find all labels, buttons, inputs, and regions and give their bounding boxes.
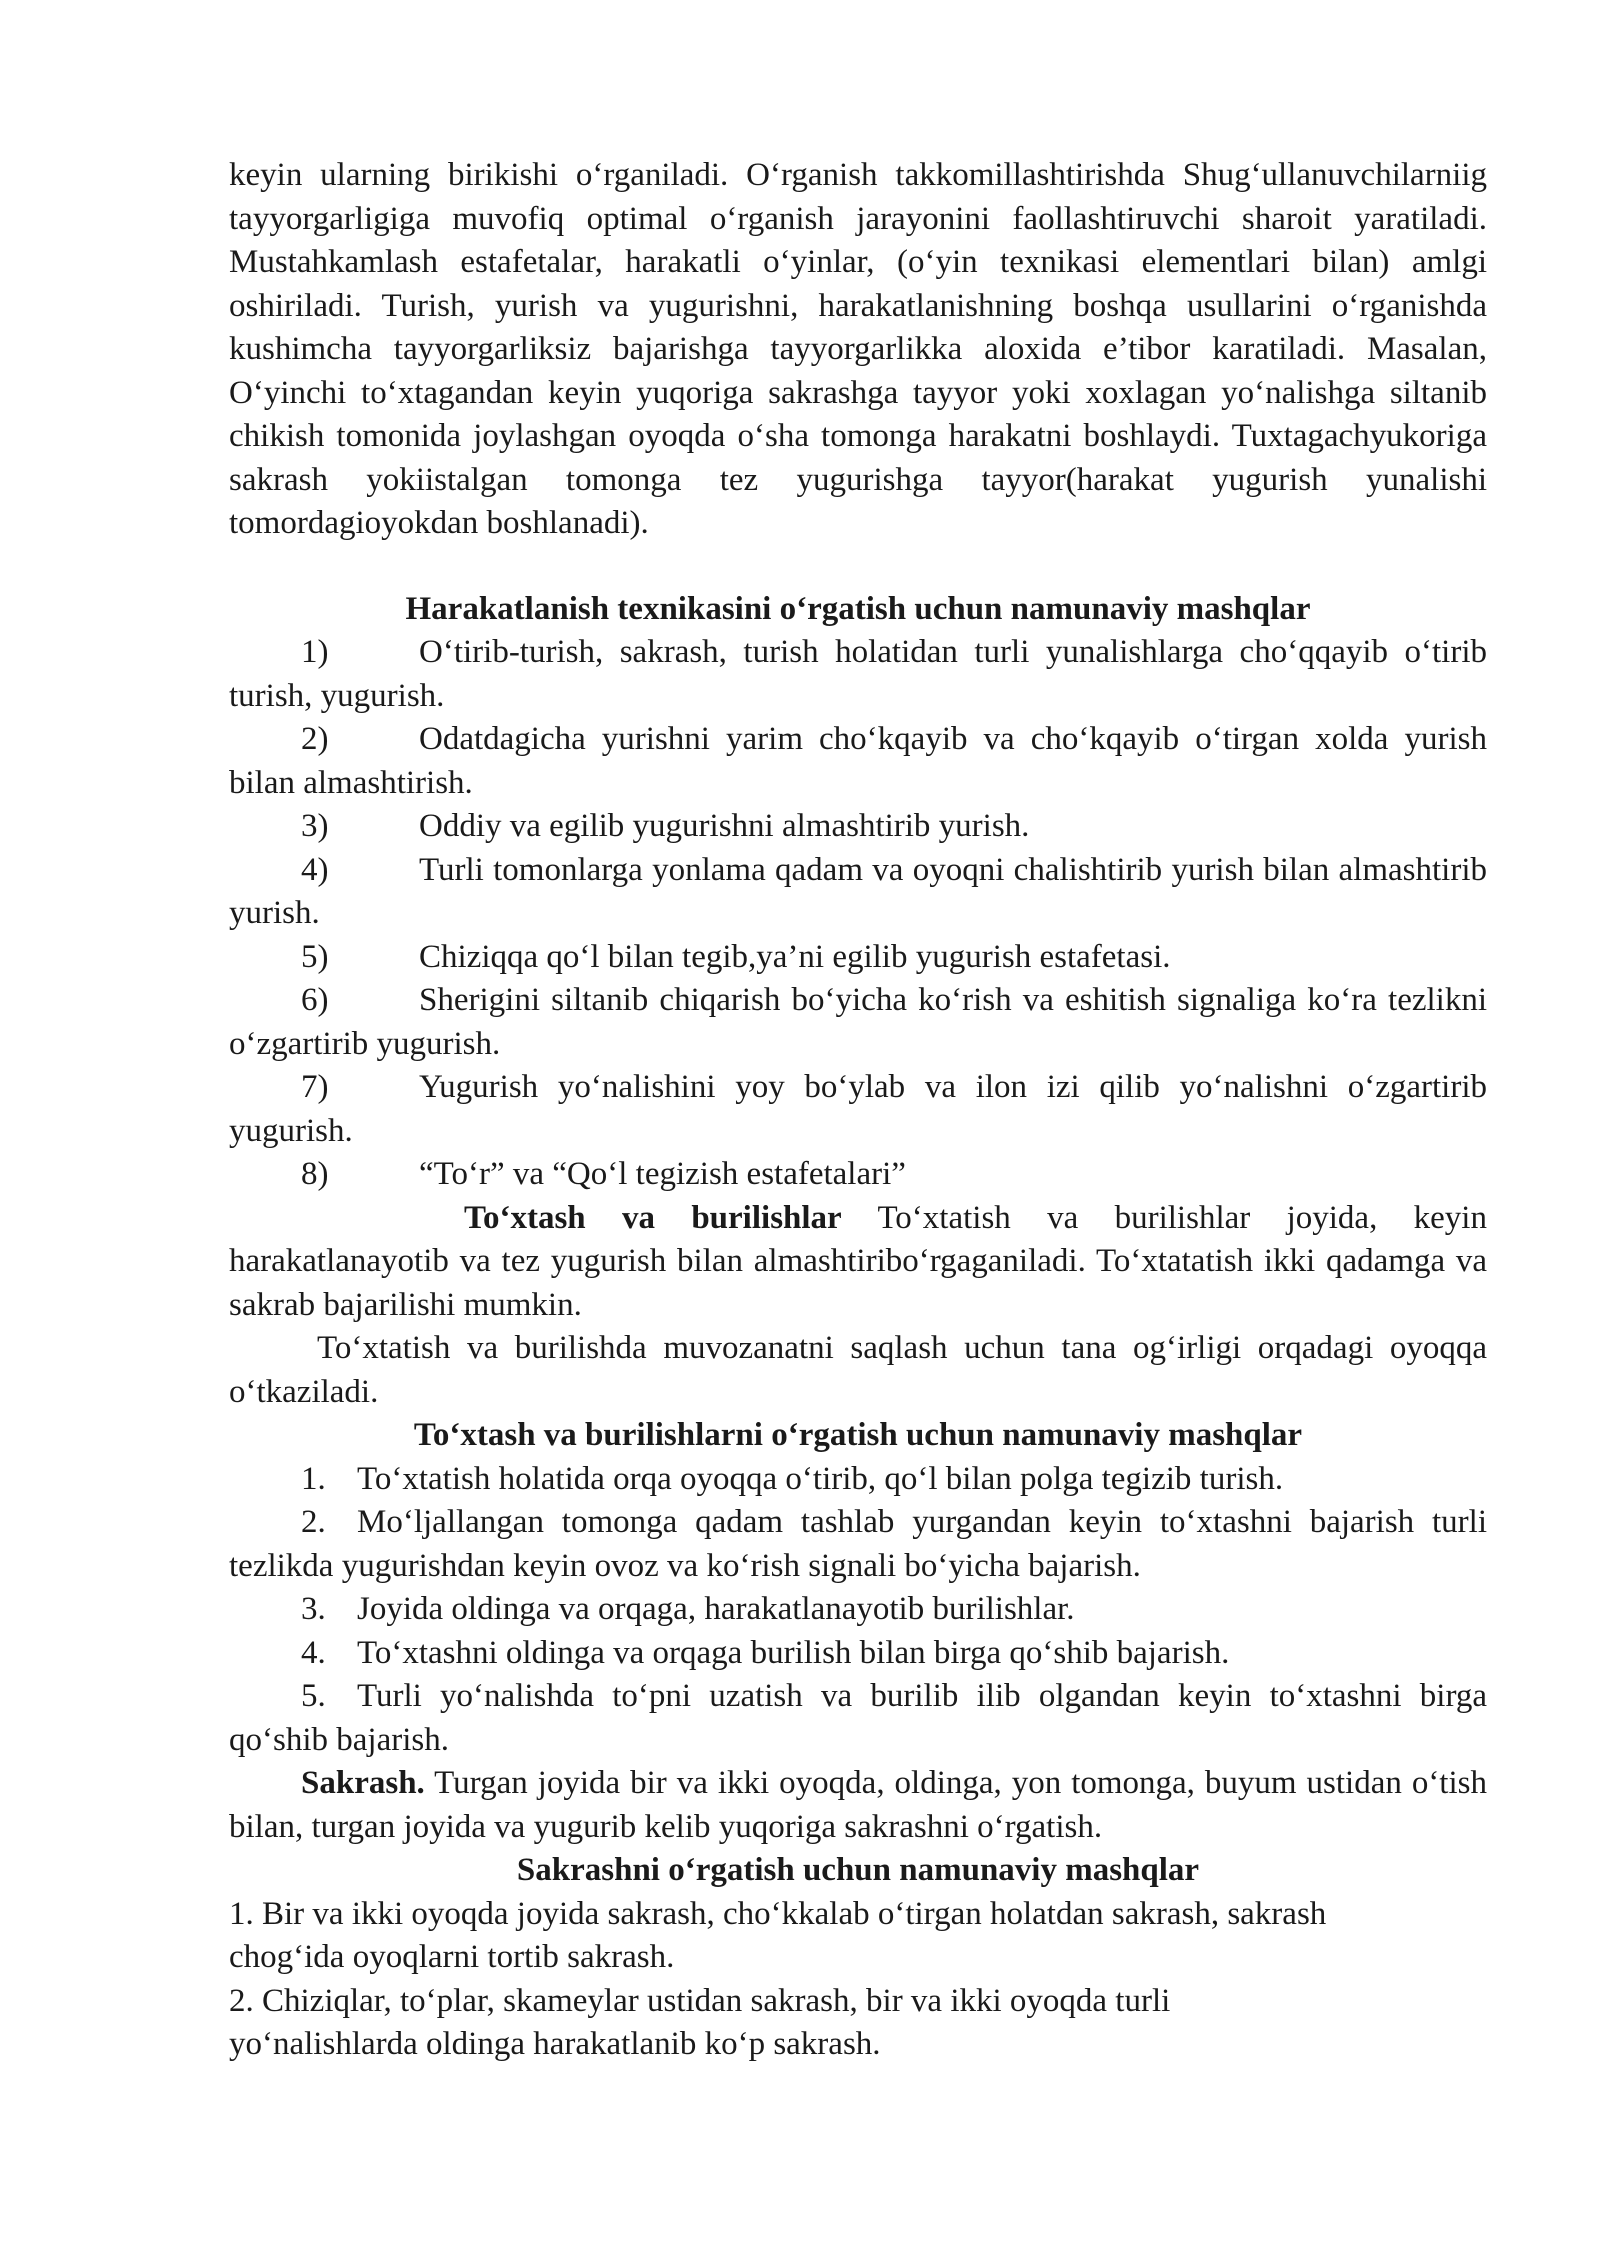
- list-item-text: To‘xtashni oldinga va orqaga burilish bilan birga qo‘shib bajarish.: [357, 1634, 1230, 1671]
- list-item-text: Joyida oldinga va orqaga, harakatlanayotib burilishlar.: [357, 1591, 1075, 1627]
- list-item-number: 1): [301, 634, 329, 670]
- page-content: [229, 154, 1487, 2067]
- list-item: [229, 1632, 1487, 1676]
- list-item: [229, 936, 1487, 980]
- balance-paragraph: To‘xtatish va burilishda muvozanatni saqlash uchun tana og‘irligi orqadagi oyoqqa o‘tkaziladi.: [229, 1330, 1487, 1410]
- jump-exercise-1-line-2: chog‘ida oyoqlarni tortib sakrash.: [229, 1939, 675, 1975]
- list-item-number: 8): [301, 1156, 329, 1192]
- list-item: [229, 805, 1487, 849]
- list-item: [229, 1066, 1487, 1153]
- jump-exercise-2-line-2: yo‘nalishlarda oldinga harakatlanib ko‘p sakrash.: [229, 2026, 881, 2062]
- list-item: [229, 979, 1487, 1066]
- list-item: [229, 718, 1487, 805]
- list-item: [229, 1675, 1487, 1762]
- jump-exercise-2-line-1: 2. Chiziqlar, to‘plar, skameylar ustidan sakrash, bir va ikki oyoqda turli: [229, 1982, 1171, 2019]
- list-item-number: 5.: [301, 1678, 326, 1714]
- list-item: [229, 1501, 1487, 1588]
- list-item-text: Oddiy va egilib yugurishni almashtirib yurish.: [419, 808, 1030, 844]
- list-item-number: 3.: [301, 1591, 326, 1627]
- list-item: [229, 1458, 1487, 1502]
- section-heading-movement-technique: Harakatlanish texnikasini o‘rgatish uchun namunaviy mashqlar: [405, 590, 1311, 627]
- stops-bold-lead: To‘xtash va burilishlar: [464, 1199, 842, 1236]
- list-item-number: 2): [301, 721, 329, 757]
- jump-bold-lead: Sakrash.: [301, 1765, 425, 1801]
- list-item-text: To‘xtatish holatida orqa oyoqqa o‘tirib, qo‘l bilan polga tegizib turish.: [357, 1460, 1284, 1497]
- list-item-number: 4.: [301, 1634, 326, 1671]
- list-item-text: Chiziqqa qo‘l bilan tegib,ya’ni egilib yugurish estafetasi.: [419, 938, 1171, 975]
- jump-lead-text: Turgan joyida bir va ikki oyoqda, oldinga, yon tomonga, buyum ustidan o‘tish bilan, turgan joyida va yugurib kelib yuqoriga sakrashni o‘rgatish.: [229, 1765, 1487, 1845]
- list-item: [229, 1588, 1487, 1632]
- list-item-number: 3): [301, 808, 329, 844]
- list-item-text: Turli yo‘nalishda to‘pni uzatish va burilib ilib olgandan keyin to‘xtashni birga qo‘shib bajarish.: [229, 1678, 1487, 1758]
- list-item-text: Odatdagicha yurishni yarim cho‘kqayib va cho‘kqayib o‘tirgan xolda yurish bilan almashtirish.: [229, 721, 1487, 801]
- list-item-number: 4): [301, 851, 329, 888]
- section-heading-stops-turns: To‘xtash va burilishlarni o‘rgatish uchun namunaviy mashqlar: [413, 1417, 1303, 1453]
- stops-lead-text: To‘xtatish va burilishlar joyida, keyin harakatlanayotib va tez yugurish bilan almashtiribo‘rgaganiladi. To‘xtatatish ikki qadamga va sakrab bajarilishi mumkin.: [229, 1199, 1487, 1323]
- list-item: [229, 1153, 1487, 1197]
- list-item: [229, 849, 1487, 936]
- list-item-text: “To‘r” va “Qo‘l tegizish estafetalari”: [419, 1156, 906, 1192]
- list-item-number: 7): [301, 1069, 329, 1105]
- list-item-number: 5): [301, 938, 329, 975]
- list-item-text: Mo‘ljallangan tomonga qadam tashlab yurgandan keyin to‘xtashni bajarish turli tezlikda yugurishdan keyin ovoz va ko‘rish signali bo‘yicha bajarish.: [229, 1504, 1487, 1584]
- list-item-number: 1.: [301, 1460, 326, 1497]
- section-heading-jumping: Sakrashni o‘rgatish uchun namunaviy mashqlar: [516, 1852, 1200, 1888]
- list-item: [229, 631, 1487, 718]
- list-item-text: O‘tirib-turish, sakrash, turish holatidan turli yunalishlarga cho‘qqayib o‘tirib turish, yugurish.: [229, 634, 1487, 714]
- list-item-text: Turli tomonlarga yonlama qadam va oyoqni chalishtirib yurish bilan almashtirib yurish.: [229, 851, 1487, 931]
- list-item-number: 2.: [301, 1504, 326, 1540]
- jump-paragraph: [229, 1762, 1487, 1849]
- list-item-text: Sherigini siltanib chiqarish bo‘yicha ko‘rish va eshitish signaliga ko‘ra tezlikni o‘zgartirib yugurish.: [229, 982, 1487, 1062]
- list-item-number: 6): [301, 982, 329, 1018]
- jump-exercise-1-line-1: 1. Bir va ikki oyoqda joyida sakrash, cho‘kkalab o‘tirgan holatdan sakrash, sakrash: [229, 1895, 1327, 1932]
- list-item-text: Yugurish yo‘nalishini yoy bo‘ylab va ilon izi qilib yo‘nalishni o‘zgartirib yugurish.: [229, 1069, 1487, 1149]
- stops-paragraph: [229, 1197, 1487, 1328]
- intro-paragraph: keyin ularning birikishi o‘rganiladi. O‘rganish takkomillashtirishda Shug‘ullanuvchilarniig tayyorgarligiga muvofiq optimal o‘rganish jarayonini faollashtiruvchi sharoit yaratiladi. Mustahkamlash estafetalar, harakatli o‘yinlar, (o‘yin texnikasi elementlari bilan) amlgi oshiriladi. Turish, yurish va yugurishni, harakatlanishning boshqa usullarini o‘rganishda kushimcha tayyorgarliksiz bajarishga tayyorgarlikka aloxida e’tibor karatiladi. Masalan, O‘yinchi to‘xtagandan keyin yuqoriga sakrashga tayyor yoki xoxlagan yo‘nalishga siltanib chikish tomonida joylashgan oyoqda o‘sha tomonga harakatni boshlaydi. Tuxtagachyukoriga sakrash yokiistalgan tomonga tez yugurishga tayyor(harakat yugurish yunalishi tomordagioyokdan boshlanadi).: [229, 157, 1487, 541]
